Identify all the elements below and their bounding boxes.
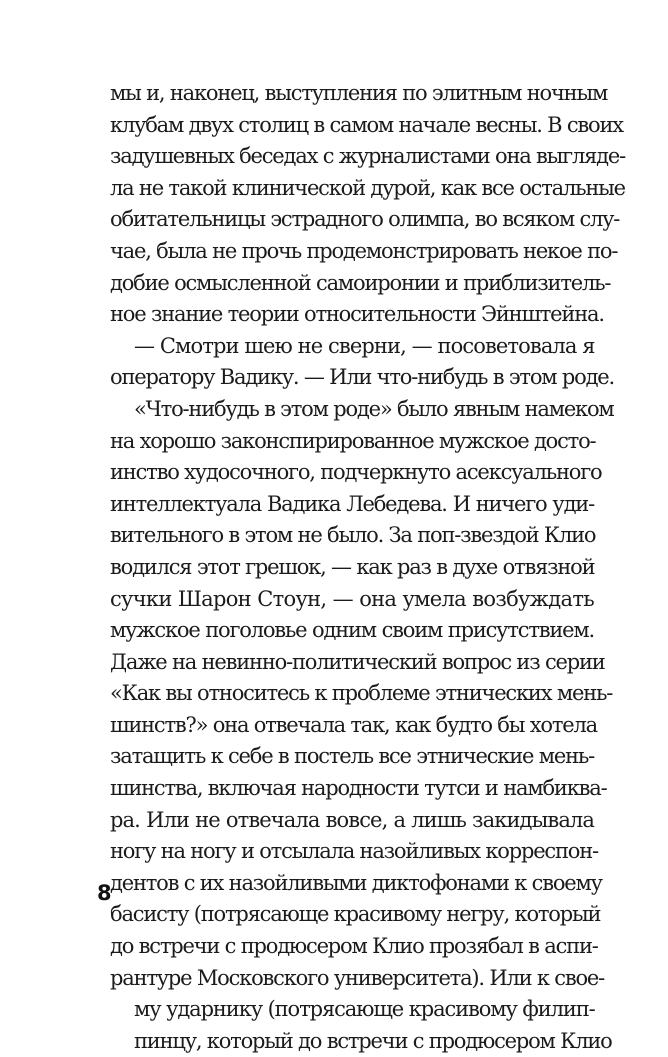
text-line: оператору Вадику. — Или что-нибудь в этом роде. — [110, 365, 614, 390]
text-line: ла не такой клинической дурой, как все остальные — [110, 175, 625, 200]
text-line: обитательницы эстрадного олимпа, во всяком слу- — [110, 207, 620, 232]
text-line: — Смотри шею не сверни, — посоветовала я — [134, 333, 595, 358]
body-text — [110, 78, 626, 1057]
text-line: басисту (потрясающе красивому негру, который — [110, 902, 601, 927]
text-line: задушевных беседах с журналистами она выгляде- — [110, 144, 626, 169]
text-line: пинцу, который до встречи с продюсером Клио — [134, 1028, 612, 1053]
text-line: «Что-нибудь в этом роде» было явным намеком — [134, 396, 614, 421]
text-line: рантуре Московского университета). Или к свое- — [110, 965, 605, 990]
text-line: инство худосочного, подчеркнуто асексуального — [110, 460, 602, 485]
text-line: затащить к себе в постель все этнические мень- — [110, 744, 594, 769]
text-line: чае, была не прочь продемонстрировать некое по- — [110, 238, 618, 263]
text-line: добие осмысленной самоиронии и приблизитель- — [110, 270, 611, 295]
page-number: 8 — [97, 881, 112, 905]
text-line: ное знание теории относительности Эйнштейна. — [110, 302, 604, 327]
text-line: мы и, наконец, выступления по элитным ночным — [110, 81, 608, 105]
text-line: сучки Шарон Стоун, — она умела возбуждать — [110, 586, 594, 611]
text-line: Даже на невинно-политический вопрос из серии — [110, 649, 605, 674]
text-line: ногу на ногу и отсылала назойливых корреспон- — [110, 839, 598, 864]
text-line: шинства, включая народности тутси и намбиква- — [110, 776, 607, 801]
text-line: интеллектуала Вадика Лебедева. И ничего уди- — [110, 491, 594, 516]
text-line: вительного в этом не было. За поп-звездой Клио — [110, 523, 596, 548]
text-line: до встречи с продюсером Клио прозябал в аспи- — [110, 934, 598, 959]
text-line: «Как вы относитесь к проблеме этнических мень- — [110, 681, 613, 706]
text-line: ра. Или не отвечала вовсе, а лишь закидывала — [110, 807, 594, 832]
text-line: водился этот грешок, — как раз в духе отвязной — [110, 554, 595, 579]
text-line: шинств?» она отвечала так, как будто бы хотела — [110, 712, 597, 737]
text-line: клубам двух столиц в самом начале весны. В своих — [110, 112, 623, 137]
text-line: дентов с их назойливыми диктофонами к своему — [110, 870, 602, 895]
text-line: на хорошо законспирированное мужское досто- — [110, 428, 596, 453]
text-line: му ударнику (потрясающе красивому филип- — [134, 997, 595, 1022]
text-line: мужское поголовье одним своим присутствием. — [110, 618, 594, 643]
